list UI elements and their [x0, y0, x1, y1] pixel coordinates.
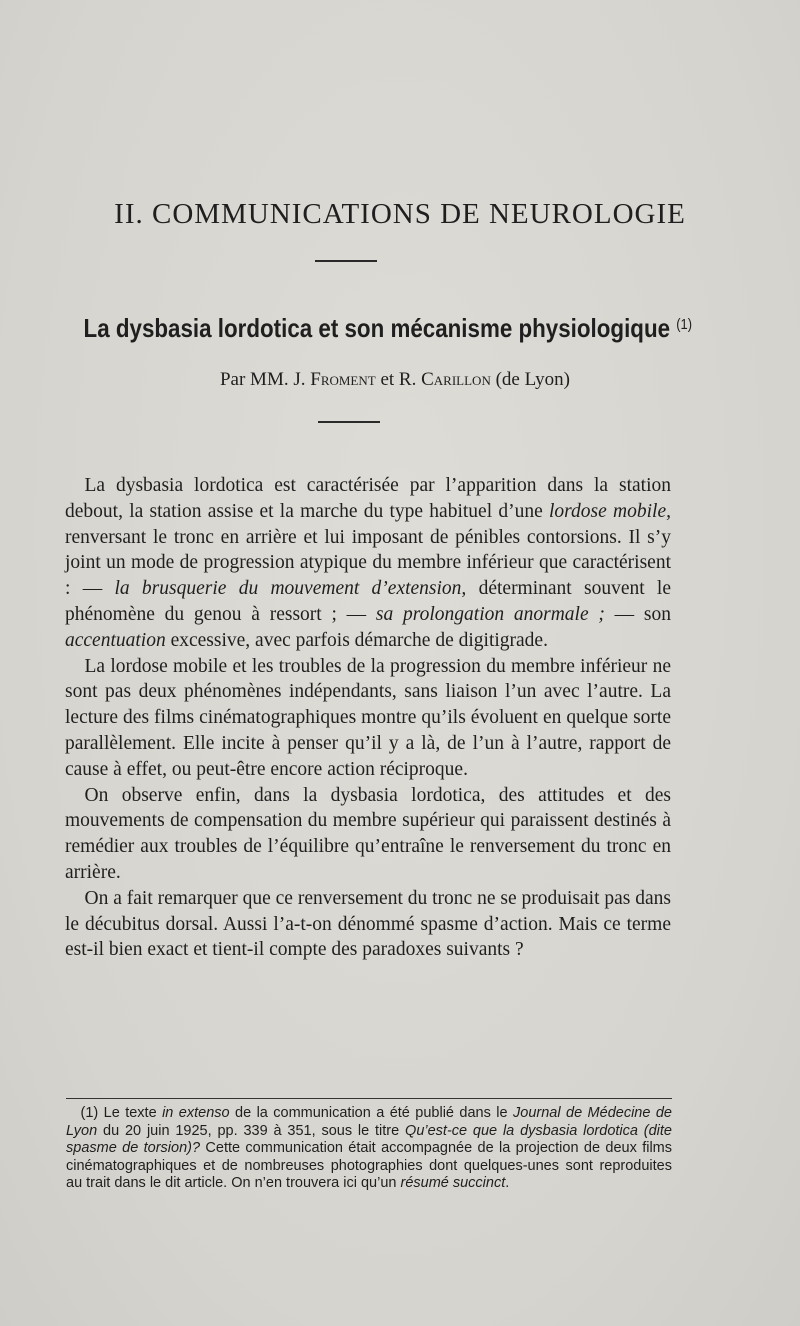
- footnote-text-e: .: [505, 1175, 510, 1191]
- footnote-emphasis-3: Qu’est-ce que la dysbasia lordotica (dite spasme de torsion)?: [66, 1122, 672, 1156]
- footnote-text-c: du 20 juin 1925, pp. 339 à 351, sous le titre: [97, 1122, 406, 1139]
- footnote-reference[interactable]: (1): [676, 316, 693, 333]
- p1-emphasis-1: lordose mobile,: [549, 500, 671, 522]
- title-divider: [315, 260, 377, 262]
- p1-emphasis-4: accentuation: [65, 629, 166, 651]
- footnote-text-b: de la communication a été publié dans le: [229, 1105, 514, 1121]
- footnote-emphasis-4: résumé succinct: [400, 1175, 506, 1191]
- p1-emphasis-3: sa prolongation anormale ;: [375, 603, 605, 625]
- paragraph-4: On a fait remarquer que ce renversement du tronc ne se produisait pas dans le décubitus dorsal. Aussi l’a-t-on dénommé spasme d’action. Mais ce terme est-il bien exact et tient-il compte des paradoxes suivants ?: [65, 887, 671, 961]
- section-title: II. COMMUNICATIONS DE NEUROLOGIE: [114, 198, 686, 230]
- footnote: [66, 1105, 672, 1193]
- footnote-text: [66, 1105, 672, 1193]
- article-body: [65, 473, 671, 963]
- p1-text-a: La dysbasia lordotica est caractérisée par l’apparition dans la station debout, la station assise et la marche du type habituel d’une: [65, 475, 671, 522]
- paragraph-3: On observe enfin, dans la dysbasia lordotica, des attitudes et des mouvements de compensation du membre supérieur qui paraissent destinés à remédier aux troubles de l’équilibre qu’entraîne le renversement du tronc en arrière.: [65, 784, 671, 883]
- footnote-text-a: (1) Le texte: [80, 1105, 163, 1121]
- byline: [0, 369, 790, 391]
- article-title: [57, 313, 719, 344]
- footnote-divider: [66, 1098, 672, 1099]
- article-title-text: La dysbasia lordotica et son mécanisme physiologique: [83, 313, 671, 343]
- footnote-emphasis-1: in extenso: [162, 1105, 230, 1121]
- p1-text-e: excessive, avec parfois démarche de digitigrade.: [165, 629, 548, 651]
- author-carillon: Carillon: [421, 369, 491, 390]
- byline-mid: et R.: [375, 369, 422, 390]
- footnote-emphasis-2: Journal de Médecine de Lyon: [66, 1105, 672, 1139]
- p1-text-d: — son: [604, 603, 671, 625]
- byline-divider: [318, 421, 380, 423]
- paragraph-2: La lordose mobile et les troubles de la progression du membre inférieur ne sont pas deux phénomènes indépendants, sans liaison l’un avec l’autre. La lecture des films cinématographiques montre qu’ils évoluent en quelque sorte parallèlement. Elle incite à penser qu’il y a là, de l’un à l’autre, rapport de cause à effet, ou peut-être encore action réciproque.: [65, 655, 671, 780]
- paragraph-1: [65, 473, 671, 654]
- byline-prefix: Par MM. J.: [219, 369, 311, 390]
- byline-suffix: (de Lyon): [490, 369, 570, 390]
- p1-text-c: déterminant souvent le phénomène du genou à ressort ; —: [65, 578, 672, 625]
- p1-text-b: renversant le tronc en arrière et lui imposant de pénibles contorsions. Il s’y joint un mode de progression atypique du membre inférieur que caractérisent : —: [65, 526, 671, 600]
- p1-emphasis-2: la brusquerie du mouvement d’extension,: [114, 578, 467, 600]
- author-froment: Froment: [310, 369, 376, 390]
- footnote-text-d: Cette communication était accompagnée de la projection de deux films cinématographiques et de nombreuses photographies dont quelques-unes sont reproduites au trait dans le dit article. On n’en trouvera ici qu’un: [66, 1140, 672, 1191]
